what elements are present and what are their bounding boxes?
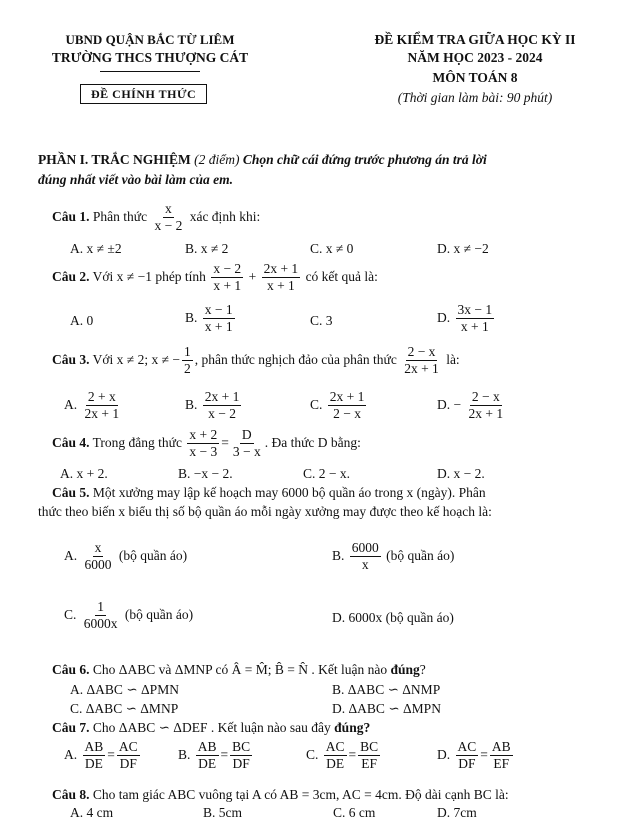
q7-a-num-2: AC bbox=[117, 740, 140, 756]
part1-points: (2 điểm) bbox=[194, 152, 240, 167]
q5-text-1: Một xưởng may lập kế hoạch may 6000 bộ quần áo trong x (ngày). Phân bbox=[92, 485, 486, 500]
q1-option-c: C. x ≠ 0 bbox=[310, 241, 354, 256]
q3-option-a-fraction bbox=[83, 390, 122, 421]
part1-title: PHẦN I. TRẮC NGHIỆM bbox=[38, 152, 191, 167]
q6-option-d: D. ΔABC ∽ ΔMPN bbox=[332, 701, 441, 716]
q7-label: Câu 7. bbox=[52, 720, 90, 735]
q7-option-b: B. $\frac{AB}{DE}$ = $\frac{BC}{DF}$ bbox=[178, 739, 251, 772]
q4-post: . Đa thức D bằng: bbox=[264, 434, 361, 450]
q3-option-a-letter: A. bbox=[64, 396, 78, 412]
q1-pre: Phân thức bbox=[92, 208, 148, 224]
q6-option-b: B. ΔABC ∽ ΔNMP bbox=[332, 682, 441, 697]
q3-option-b bbox=[185, 390, 243, 421]
q3-option-d-fraction bbox=[467, 390, 506, 421]
q2-option-b bbox=[185, 303, 237, 334]
q7-d-den-1: DF bbox=[458, 756, 476, 772]
q5-text-2: thức theo biến x biểu thị số bộ quần áo mỗi ngày xưởng may được theo kế hoạch là: bbox=[38, 504, 492, 519]
q3-pre: Với x ≠ 2; x ≠ − bbox=[92, 351, 180, 367]
q7-a-den-1: DE bbox=[84, 756, 103, 772]
q1-post: xác định khi: bbox=[189, 208, 261, 224]
q4-option-c: C. 2 − x. bbox=[303, 466, 350, 481]
part1-heading bbox=[38, 152, 487, 168]
q7-b-den-1: DE bbox=[198, 756, 217, 772]
q3-den: 2x + 1 bbox=[404, 361, 439, 377]
q7-option-c: C. $\frac{AC}{DE}$ = $\frac{BC}{EF}$ bbox=[306, 739, 379, 772]
q5-b-num: 6000 bbox=[350, 541, 381, 557]
q5-a-num: x bbox=[93, 541, 104, 557]
q7-a-frac-1 bbox=[83, 740, 106, 771]
q2-pre: Với x ≠ −1 phép tính bbox=[92, 268, 206, 284]
q4-den-1: x − 3 bbox=[189, 444, 218, 460]
part1-instruction-1: Chọn chữ cái đứng trước phương án trả lời bbox=[242, 152, 487, 167]
district-name: UBND QUẬN BẮC TỪ LIÊM bbox=[65, 32, 235, 47]
question-5-line-1 bbox=[52, 485, 486, 501]
q8-option-d: D. 7cm bbox=[437, 805, 477, 820]
q2-option-d-fraction bbox=[456, 303, 495, 334]
school-year: NĂM HỌC 2023 - 2024 bbox=[407, 50, 543, 65]
q3-b-den: x − 2 bbox=[208, 406, 237, 422]
q8-text: Cho tam giác ABC vuông tại A có AB = 3cm, AC = 4cm. Độ dài cạnh BC là: bbox=[92, 787, 509, 802]
q2-den-2: x + 1 bbox=[266, 278, 295, 294]
q5-c-den: 6000x bbox=[83, 616, 118, 632]
q5-option-b-letter: B. bbox=[332, 547, 345, 563]
q8-option-c: C. 6 cm bbox=[333, 805, 376, 820]
q7-c-letter: C. bbox=[306, 746, 319, 762]
q1-option-a: A. x ≠ ±2 bbox=[70, 241, 122, 256]
q1-fraction bbox=[152, 202, 184, 233]
q5-option-b bbox=[332, 541, 454, 572]
q3-a-num: 2 + x bbox=[86, 390, 118, 406]
q7-option-d: D. $\frac{AC}{DF}$ = $\frac{AB}{EF}$ bbox=[437, 739, 511, 772]
q8-option-a: A. 4 cm bbox=[70, 805, 114, 820]
official-stamp: ĐỀ CHÍNH THỨC bbox=[80, 84, 207, 104]
q3-option-c-letter: C. bbox=[310, 396, 323, 412]
q3-c-num: 2x + 1 bbox=[328, 390, 367, 406]
q2-den-1: x + 1 bbox=[213, 278, 242, 294]
question-4 bbox=[52, 428, 361, 459]
q4-option-b: B. −x − 2. bbox=[178, 466, 233, 481]
q7-b-num-2: BC bbox=[230, 740, 252, 756]
q7-d-frac-2 bbox=[490, 740, 513, 771]
q5-option-c-letter: C. bbox=[64, 606, 77, 622]
q5-c-num: 1 bbox=[95, 600, 106, 616]
q1-label: Câu 1. bbox=[52, 208, 90, 224]
q7-d-num-2: AB bbox=[490, 740, 513, 756]
q7-d-den-2: EF bbox=[493, 756, 510, 772]
q3-post: là: bbox=[446, 351, 460, 367]
q1-num: x bbox=[163, 202, 174, 218]
q2-option-a: A. 0 bbox=[70, 313, 94, 328]
q7-d-letter: D. bbox=[437, 746, 451, 762]
q5-option-c-unit: (bộ quần áo) bbox=[124, 606, 194, 622]
q7-a-num-1: AB bbox=[83, 740, 106, 756]
q7-b-frac-1 bbox=[196, 740, 219, 771]
q2-b-den: x + 1 bbox=[204, 319, 233, 335]
q7-c-den-2: EF bbox=[361, 756, 378, 772]
q3-d-den: 2x + 1 bbox=[468, 406, 504, 422]
q3-fraction bbox=[402, 345, 441, 376]
q2-post: có kết quả là: bbox=[305, 268, 378, 284]
q3-option-c-fraction bbox=[328, 390, 367, 421]
q7-b-letter: B. bbox=[178, 746, 191, 762]
q6-question-mark: ? bbox=[419, 662, 426, 677]
q7-d-num-1: AC bbox=[456, 740, 479, 756]
q4-num-2: D bbox=[240, 428, 254, 444]
q3-option-c bbox=[310, 390, 368, 421]
school-name: TRƯỜNG THCS THƯỢNG CÁT bbox=[51, 50, 249, 65]
q2-num-1: x − 2 bbox=[211, 262, 243, 278]
q6-bold: đúng bbox=[390, 662, 420, 677]
q1-den: x − 2 bbox=[154, 218, 183, 234]
q7-c-frac-1 bbox=[324, 740, 347, 771]
q4-num-1: x + 2 bbox=[187, 428, 219, 444]
q3-c-den: 2 − x bbox=[333, 406, 362, 422]
q2-fraction-2 bbox=[262, 262, 301, 293]
q8-label: Câu 8. bbox=[52, 787, 90, 802]
q5-option-a-fraction bbox=[83, 541, 114, 572]
question-8 bbox=[52, 787, 509, 803]
q5-a-den: 6000 bbox=[84, 557, 112, 573]
q6-option-a: A. ΔABC ∽ ΔPMN bbox=[70, 682, 179, 697]
q5-option-b-unit: (bộ quần áo) bbox=[386, 547, 455, 563]
q3-option-b-letter: B. bbox=[185, 396, 198, 412]
q4-pre: Trong đẳng thức bbox=[92, 434, 182, 450]
q3-option-a bbox=[64, 390, 123, 421]
q2-fraction-1 bbox=[211, 262, 243, 293]
exam-title: ĐỀ KIỂM TRA GIỮA HỌC KỲ II bbox=[374, 32, 576, 47]
q7-c-num-2: BC bbox=[358, 740, 380, 756]
q5-option-a bbox=[64, 541, 187, 572]
q4-option-a: A. x + 2. bbox=[60, 466, 108, 481]
q2-option-c: C. 3 bbox=[310, 313, 333, 328]
part1-instruction-2: đúng nhất viết vào bài làm của em. bbox=[38, 172, 234, 187]
q7-a-den-2: DF bbox=[119, 756, 137, 772]
q3-option-d-letter: D. − bbox=[437, 396, 462, 412]
q7-bold: đúng bbox=[334, 720, 364, 735]
q7-b-frac-2 bbox=[230, 740, 252, 771]
q7-option-a: A. $\frac{AB}{DE}$ = $\frac{AC}{DF}$ bbox=[64, 739, 138, 772]
q7-c-frac-2 bbox=[358, 740, 380, 771]
header-underline-left bbox=[100, 71, 200, 72]
q3-cond-num: 1 bbox=[182, 345, 193, 361]
q3-option-b-fraction bbox=[203, 390, 242, 421]
q2-option-d bbox=[437, 303, 496, 334]
q3-b-num: 2x + 1 bbox=[203, 390, 242, 406]
q3-label: Câu 3. bbox=[52, 351, 90, 367]
q8-option-b: B. 5cm bbox=[203, 805, 242, 820]
q7-a-letter: A. bbox=[64, 746, 78, 762]
q2-option-d-letter: D. bbox=[437, 309, 451, 325]
q6-text: Cho ΔABC và ΔMNP có Â = M̂; B̂ = N̂ . Kết luận nào bbox=[92, 662, 388, 677]
q2-option-b-fraction bbox=[203, 303, 235, 334]
q4-fraction-2 bbox=[231, 428, 263, 459]
q2-d-den: x + 1 bbox=[460, 319, 489, 335]
subject: MÔN TOÁN 8 bbox=[432, 70, 518, 85]
question-7 bbox=[52, 720, 370, 736]
q4-den-2: 3 − x bbox=[232, 444, 261, 460]
q5-option-a-unit: (bộ quần áo) bbox=[118, 547, 188, 563]
q7-a-frac-2 bbox=[117, 740, 140, 771]
q2-d-num: 3x − 1 bbox=[456, 303, 495, 319]
question-2 bbox=[52, 262, 378, 293]
question-3 bbox=[52, 345, 460, 376]
q3-num: 2 − x bbox=[406, 345, 438, 361]
q6-label: Câu 6. bbox=[52, 662, 90, 677]
official-stamp-wrap bbox=[80, 86, 207, 102]
q7-c-num-1: AC bbox=[324, 740, 347, 756]
q7-b-num-1: AB bbox=[196, 740, 219, 756]
q5-b-den: x bbox=[361, 557, 369, 573]
q7-text: Cho ΔABC ∽ ΔDEF . Kết luận nào sau đây bbox=[92, 720, 331, 735]
q2-label: Câu 2. bbox=[52, 268, 90, 284]
q4-option-d: D. x − 2. bbox=[437, 466, 485, 481]
q4-label: Câu 4. bbox=[52, 434, 90, 450]
q4-fraction-1 bbox=[187, 428, 219, 459]
q4-equals: = bbox=[221, 434, 229, 450]
q3-cond-den: 2 bbox=[183, 361, 191, 377]
q3-mid: , phân thức nghịch đảo của phân thức bbox=[194, 351, 397, 367]
q5-option-b-fraction bbox=[350, 541, 381, 572]
q5-option-d: D. 6000x (bộ quần áo) bbox=[332, 610, 454, 625]
q7-question-mark: ? bbox=[363, 720, 371, 735]
q5-option-c-fraction bbox=[82, 600, 120, 631]
q5-option-a-letter: A. bbox=[64, 547, 78, 563]
q2-plus: + bbox=[248, 268, 257, 284]
q2-num-2: 2x + 1 bbox=[262, 262, 301, 278]
q7-d-frac-1 bbox=[456, 740, 479, 771]
q3-cond-fraction bbox=[182, 345, 193, 376]
duration: (Thời gian làm bài: 90 phút) bbox=[397, 90, 553, 105]
q5-label: Câu 5. bbox=[52, 485, 90, 500]
q2-b-num: x − 1 bbox=[203, 303, 235, 319]
q6-option-c: C. ΔABC ∽ ΔMNP bbox=[70, 701, 179, 716]
question-6 bbox=[52, 662, 426, 678]
question-1 bbox=[52, 202, 260, 233]
q1-option-d: D. x ≠ −2 bbox=[437, 241, 489, 256]
q1-option-b: B. x ≠ 2 bbox=[185, 241, 229, 256]
q3-a-den: 2x + 1 bbox=[84, 406, 120, 422]
q3-option-d bbox=[437, 390, 507, 421]
q5-option-c bbox=[64, 600, 193, 631]
q2-option-b-letter: B. bbox=[185, 309, 198, 325]
q3-d-num: 2 − x bbox=[470, 390, 502, 406]
q7-b-den-2: DF bbox=[232, 756, 250, 772]
q7-c-den-1: DE bbox=[326, 756, 345, 772]
